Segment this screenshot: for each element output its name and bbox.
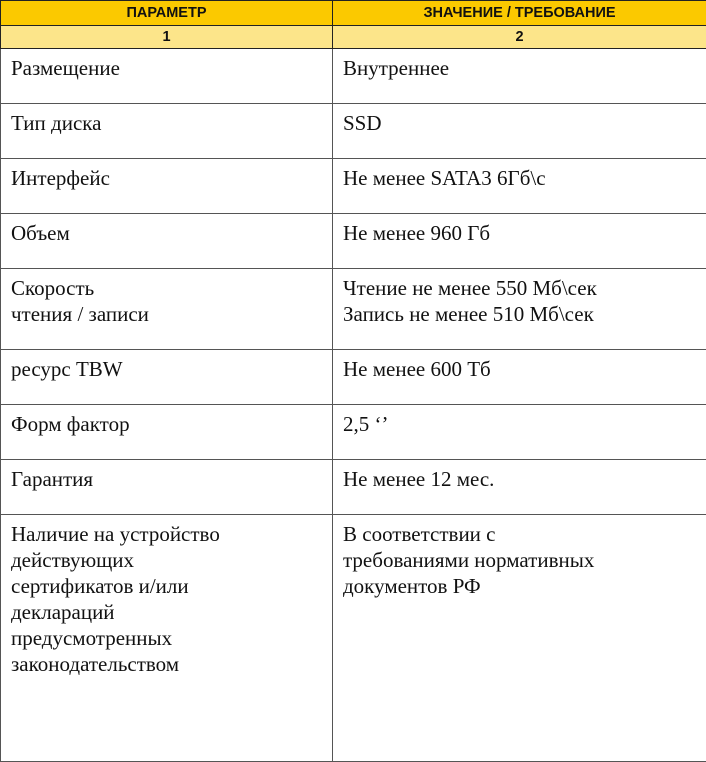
header-row (1, 1, 706, 26)
value-cell: В соответствии с требованиями нормативных документов РФ (333, 515, 706, 762)
table-row (1, 104, 706, 159)
value-cell: Не менее SATA3 6Гб\с (333, 159, 706, 214)
value-cell: SSD (333, 104, 706, 159)
value-cell: Внутреннее (333, 49, 706, 104)
value-cell: Не менее 960 Гб (333, 214, 706, 269)
column-number-row (1, 26, 706, 49)
table-row (1, 405, 706, 460)
parameter-cell: Объем (1, 214, 333, 269)
table-row (1, 269, 706, 350)
parameter-cell: Наличие на устройство действующих сертификатов и/или деклараций предусмотренных законодательством (1, 515, 333, 762)
table-row (1, 159, 706, 214)
column-number-1: 1 (1, 26, 333, 49)
parameter-cell: Скорость чтения / записи (1, 269, 333, 350)
parameter-cell: Размещение (1, 49, 333, 104)
value-cell: Не менее 600 Тб (333, 350, 706, 405)
header-value-requirement: ЗНАЧЕНИЕ / ТРЕБОВАНИЕ (333, 1, 706, 26)
table-row (1, 350, 706, 405)
value-cell: Не менее 12 мес. (333, 460, 706, 515)
table-row (1, 49, 706, 104)
parameter-cell: Интерфейс (1, 159, 333, 214)
column-number-2: 2 (333, 26, 706, 49)
parameter-cell: ресурс TBW (1, 350, 333, 405)
parameter-cell: Гарантия (1, 460, 333, 515)
parameter-cell: Тип диска (1, 104, 333, 159)
table-row (1, 515, 706, 762)
table-row (1, 214, 706, 269)
header-parameter: ПАРАМЕТР (1, 1, 333, 26)
table-row (1, 460, 706, 515)
value-cell: 2,5 ‘’ (333, 405, 706, 460)
parameter-cell: Форм фактор (1, 405, 333, 460)
value-cell: Чтение не менее 550 Мб\сек Запись не менее 510 Мб\сек (333, 269, 706, 350)
